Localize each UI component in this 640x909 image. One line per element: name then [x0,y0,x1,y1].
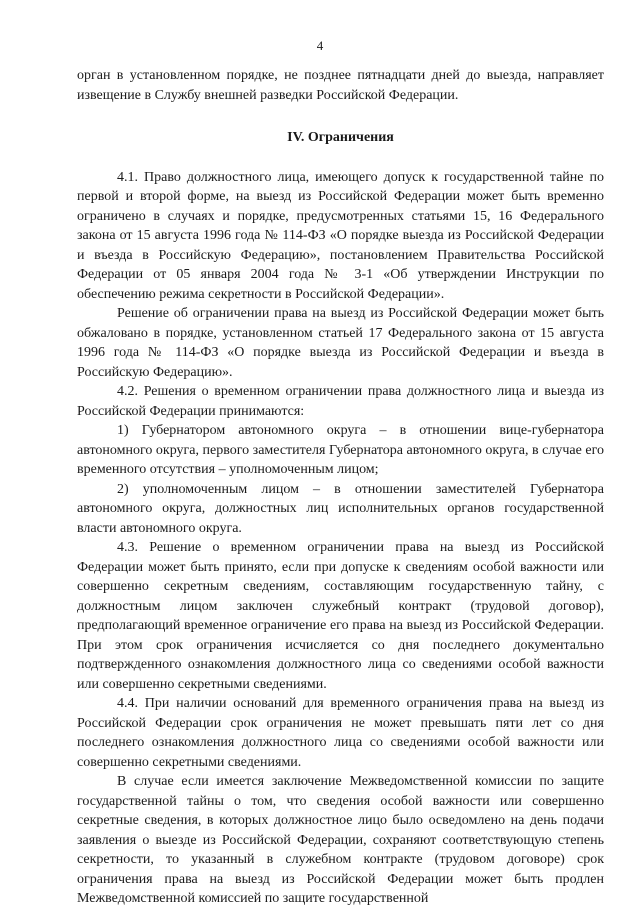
paragraph-4-4: 4.4. При наличии оснований для временного ограничения права на выезд из Российской Федерации срок ограничения не может превышать пяти лет со дня последнего ознакомления должностного лица со сведениями особой важности или совершенно секретными сведениями. [77,696,604,770]
section-heading: IV. Ограничения [287,130,394,145]
intro-paragraph: орган в установленном порядке, не позднее пятнадцати дней до выезда, направляет извещение в Службу внешней разведки Российской Федерации. [77,68,604,103]
paragraph-4-3: 4.3. Решение о временном ограничении права на выезд из Российской Федерации может быть принято, если при допуске к сведениям особой важности или совершенно секретным сведениям, составляющим государственную тайну, с должностным лицом заключен служебный контракт (трудовой договор), предполагающий временное ограничение его права на выезд из Российской Федерации. При этом срок ограничения исчисляется со дня последнего документально подтвержденного ознакомления должностного лица со сведениями особой важности или совершенно секретными сведениями. [77,540,604,692]
document-body [77,66,604,909]
page-number: 4 [316,38,324,53]
paragraph-extension: В случае если имеется заключение Межведомственной комиссии по защите государственной тайны о том, что сведения особой важности или совершенно секретные сведения, в которых должностное лицо было осведомлено на день подачи заявления о выезде из Российской Федерации, сохраняют соответствующую степень секретности, то указанный в служебном контракте (трудовом договоре) срок ограничения права на выезд из Российской Федерации может быть продлен Межведомственной комиссией по защите государственной [77,774,604,906]
list-item-1: 1) Губернатором автономного округа – в отношении вице-губернатора автономного округа, первого заместителя Губернатора автономного округа, в случае его временного отсутствия – уполномоченным лицом; [77,423,604,477]
list-item-2: 2) уполномоченным лицом – в отношении заместителей Губернатора автономного округа, должностных лиц исполнительных органов государственной власти автономного округа. [77,481,604,536]
paragraph-appeal: Решение об ограничении права на выезд из Российской Федерации может быть обжаловано в порядке, установленном статьей 17 Федерального закона от 15 августа 1996 года № 114-ФЗ «О порядке выезда из Российской Федерации и въезда в Российскую Федерацию». [77,306,604,380]
paragraph-4-2: 4.2. Решения о временном ограничении права должностного лица и выезда из Российской Федерации принимаются: [77,384,604,419]
paragraph-4-1: 4.1. Право должностного лица, имеющего допуск к государственной тайне по первой и второй форме, на выезд из Российской Федерации может быть временно ограничено в случаях и порядке, предусмотренных статьями 15, 16 Федерального закона от 15 августа 1996 года № 114-ФЗ «О порядке выезда из Российской Федерации и въезда в Российскую Федерацию», постановлением Правительства Российской Федерации от 05 января 2004 года № 3-1 «Об утверждении Инструкции по обеспечению режима секретности в Российской Федерации». [77,169,604,302]
